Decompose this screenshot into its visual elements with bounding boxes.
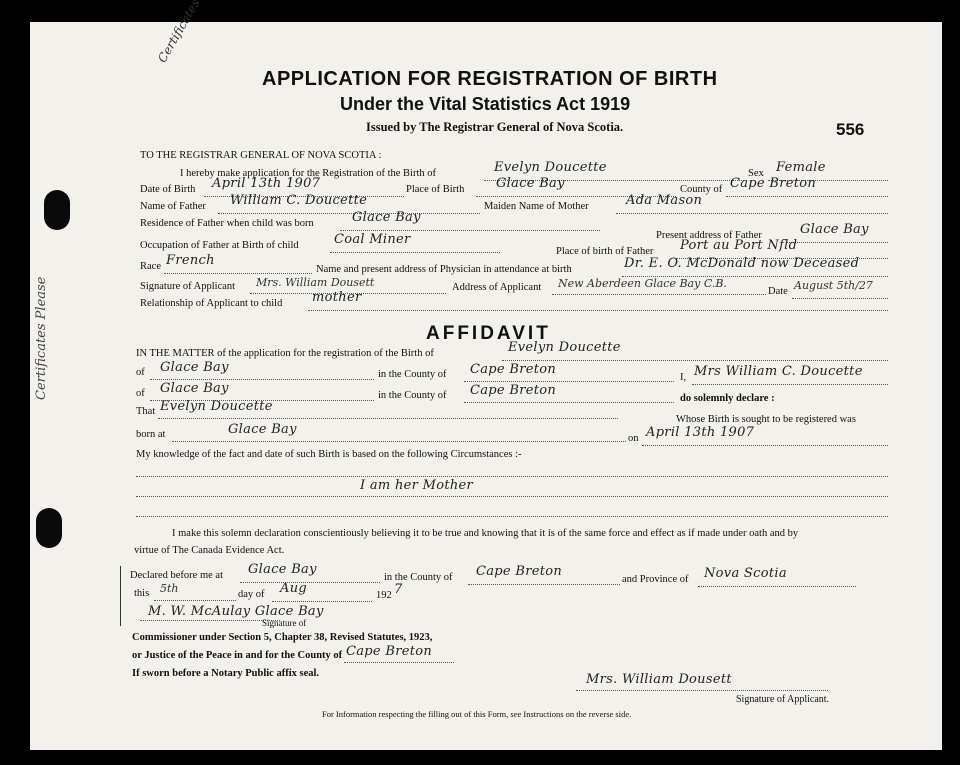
i-label: I, bbox=[680, 372, 687, 383]
applicant-signature: Mrs. William Dousett bbox=[586, 672, 732, 687]
mother-value: Ada Mason bbox=[626, 193, 703, 208]
province-label: and Province of bbox=[622, 574, 689, 585]
applicant-signature-label: Signature of Applicant. bbox=[736, 694, 830, 705]
applicant-address-label: Address of Applicant bbox=[452, 282, 542, 293]
of-label: of bbox=[136, 367, 145, 378]
declared-at-value: Glace Bay bbox=[248, 562, 317, 577]
dotted-line bbox=[308, 310, 888, 311]
footer-instructions: For Information respecting the filling out of this Form, see Instructions on the reverse side. bbox=[322, 709, 632, 719]
dotted-line bbox=[172, 441, 626, 442]
dotted-line bbox=[272, 601, 372, 602]
sex-value: Female bbox=[776, 160, 826, 175]
race-value: French bbox=[166, 253, 215, 268]
signature-value: Mrs. William Dousett bbox=[256, 276, 375, 289]
county-1-value: Cape Breton bbox=[470, 362, 557, 377]
intro-label: I hereby make application for the Registration of the Birth of bbox=[180, 168, 437, 179]
dotted-line bbox=[502, 360, 888, 361]
year-suffix-value: 7 bbox=[394, 582, 403, 597]
present-address-label: Present address of Father bbox=[656, 230, 762, 241]
dotted-line bbox=[158, 418, 618, 419]
relationship-label: Relationship of Applicant to child bbox=[140, 298, 283, 309]
handwritten-margin-note: Certificates Please bbox=[34, 276, 49, 400]
notary-text: If sworn before a Notary Public affix seal. bbox=[132, 668, 320, 679]
child-name-value: Evelyn Doucette bbox=[494, 160, 607, 175]
dotted-line bbox=[616, 213, 888, 214]
residence-label: Residence of Father when child was born bbox=[140, 218, 314, 229]
dotted-line bbox=[344, 662, 454, 663]
month-value: Aug bbox=[280, 581, 307, 596]
day-of-label: day of bbox=[238, 589, 265, 600]
dob-label: Date of Birth bbox=[140, 184, 196, 195]
in-county-label: in the County of bbox=[378, 369, 447, 380]
dotted-line bbox=[340, 230, 600, 231]
occupation-label: Occupation of Father at Birth of child bbox=[140, 240, 299, 251]
form-subtitle: Under the Vital Statistics Act 1919 bbox=[340, 94, 631, 114]
form-number: 556 bbox=[836, 120, 865, 139]
binder-hole bbox=[36, 508, 62, 548]
physician-value: Dr. E. O. McDonald now Deceased bbox=[624, 256, 860, 271]
bracket bbox=[120, 566, 127, 626]
date-label: Date bbox=[768, 286, 788, 297]
born-at-value: Glace Bay bbox=[228, 422, 297, 437]
in-county-label: in the County of bbox=[378, 390, 447, 401]
in-the-matter-label: IN THE MATTER of the application for the registration of the Birth of bbox=[136, 348, 434, 359]
whose-birth-text: Whose Birth is sought to be registered was bbox=[676, 414, 856, 425]
dotted-line bbox=[792, 298, 888, 299]
sex-label: Sex bbox=[748, 168, 764, 179]
dotted-line bbox=[464, 381, 674, 382]
dotted-line bbox=[136, 496, 888, 497]
solemnly-declare: do solemnly declare : bbox=[680, 393, 775, 404]
declarant-value: Mrs William C. Doucette bbox=[694, 364, 863, 379]
circumstances-value: I am her Mother bbox=[360, 478, 474, 493]
issued-by: Issued by The Registrar General of Nova Scotia. bbox=[366, 120, 624, 134]
present-address-value: Glace Bay bbox=[800, 222, 869, 237]
knowledge-text: My knowledge of the fact and date of such Birth is based on the following Circumstances :- bbox=[136, 449, 522, 460]
that-name-value: Evelyn Doucette bbox=[160, 399, 273, 414]
pob-value: Glace Bay bbox=[496, 176, 565, 191]
residence-value: Glace Bay bbox=[352, 210, 421, 225]
affidavit-child-name: Evelyn Doucette bbox=[508, 340, 621, 355]
dotted-line bbox=[330, 252, 500, 253]
dotted-line bbox=[786, 242, 888, 243]
justice-text: or Justice of the Peace in and for the County of bbox=[132, 650, 343, 661]
race-label: Race bbox=[140, 261, 161, 272]
applicant-address-value: New Aberdeen Glace Bay C.B. bbox=[558, 277, 727, 290]
relationship-value: mother bbox=[312, 290, 362, 305]
dotted-line bbox=[642, 445, 888, 446]
father-birthplace-label: Place of birth of Father bbox=[556, 246, 654, 257]
county-value: Cape Breton bbox=[730, 176, 817, 191]
dotted-line bbox=[154, 600, 236, 601]
that-label: That bbox=[136, 406, 156, 417]
father-birthplace-value: Port au Port Nfld bbox=[680, 238, 798, 253]
dotted-line bbox=[464, 402, 674, 403]
signature-label: Signature of Applicant bbox=[140, 281, 236, 292]
date-value: August 5th/27 bbox=[794, 279, 873, 292]
commissioner-signature: M. W. McAulay Glace Bay bbox=[148, 604, 324, 619]
affidavit-title: AFFIDAVIT bbox=[426, 323, 551, 344]
dotted-line bbox=[150, 379, 374, 380]
declared-label: Declared before me at bbox=[130, 570, 223, 581]
day-value: 5th bbox=[160, 582, 179, 595]
dotted-line bbox=[576, 690, 828, 691]
of-2-value: Glace Bay bbox=[160, 381, 229, 396]
province-value: Nova Scotia bbox=[704, 566, 787, 581]
of-label: of bbox=[136, 388, 145, 399]
declaration-line-2: virtue of The Canada Evidence Act. bbox=[134, 545, 285, 556]
commissioner-text: Commissioner under Section 5, Chapter 38, Revised Statutes, 1923, bbox=[132, 632, 433, 643]
on-label: on bbox=[628, 433, 639, 444]
this-label: this bbox=[134, 588, 150, 599]
county-label: in the County of bbox=[384, 572, 453, 583]
born-on-value: April 13th 1907 bbox=[646, 425, 755, 440]
dob-value: April 13th 1907 bbox=[212, 176, 321, 191]
born-at-label: born at bbox=[136, 429, 166, 440]
binder-hole bbox=[44, 190, 70, 230]
dotted-line bbox=[692, 384, 888, 385]
father-label: Name of Father bbox=[140, 201, 206, 212]
county-2-value: Cape Breton bbox=[470, 383, 557, 398]
dotted-line bbox=[218, 213, 480, 214]
physician-label: Name and present address of Physician in attendance at birth bbox=[316, 264, 572, 275]
dotted-line bbox=[468, 584, 620, 585]
of-1-value: Glace Bay bbox=[160, 360, 229, 375]
county-label: County of bbox=[680, 184, 723, 195]
mother-label: Maiden Name of Mother bbox=[484, 201, 589, 212]
declared-county-value: Cape Breton bbox=[476, 564, 563, 579]
dotted-line bbox=[136, 476, 888, 477]
pob-label: Place of Birth bbox=[406, 184, 465, 195]
dotted-line bbox=[726, 196, 888, 197]
dotted-line bbox=[698, 586, 856, 587]
dotted-line bbox=[164, 273, 312, 274]
dotted-line bbox=[140, 620, 280, 621]
form-title: APPLICATION FOR REGISTRATION OF BIRTH bbox=[262, 68, 718, 90]
dotted-line bbox=[240, 582, 380, 583]
occupation-value: Coal Miner bbox=[334, 232, 411, 247]
signature-of-label: Signature of bbox=[262, 618, 307, 628]
justice-county-value: Cape Breton bbox=[346, 644, 433, 659]
year-prefix: 192 bbox=[376, 590, 392, 601]
dotted-line bbox=[136, 516, 888, 517]
father-value: William C. Doucette bbox=[230, 193, 368, 208]
dotted-line bbox=[552, 294, 766, 295]
to-registrar-line: TO THE REGISTRAR GENERAL OF NOVA SCOTIA : bbox=[140, 150, 382, 161]
declaration-line-1: I make this solemn declaration conscientiously believing it to be true and knowing that it is of the same force and effect as if made under oath and by bbox=[172, 528, 799, 539]
